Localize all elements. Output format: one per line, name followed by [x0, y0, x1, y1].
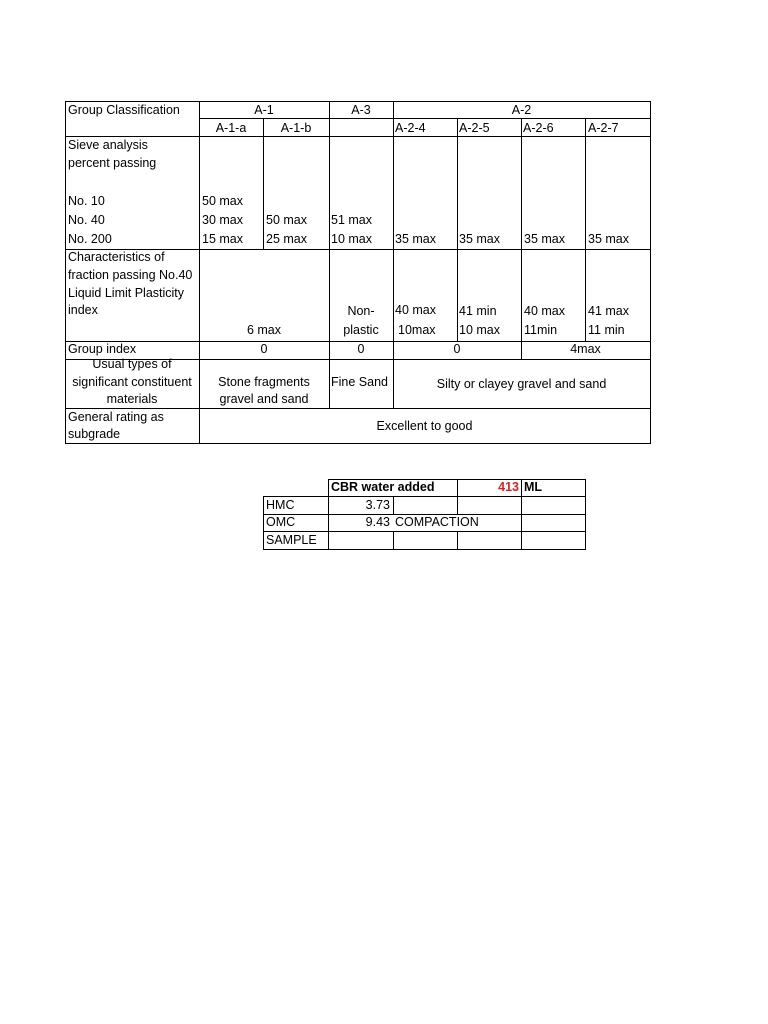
table-rule [585, 479, 586, 549]
table-rule [521, 479, 522, 549]
characteristics-label: Liquid Limit Plasticity [68, 286, 185, 300]
table-rule [65, 101, 651, 102]
table-rule [393, 496, 394, 514]
materials-label: materials [106, 392, 158, 406]
subgroup-a1a-heading: A-1-a [215, 121, 247, 135]
materials-label: Usual types of [92, 357, 172, 371]
sieve-value: 10 max [331, 232, 372, 246]
table-rule [263, 549, 586, 550]
subgroup-a24-heading: A-2-4 [395, 121, 426, 135]
materials-value: Fine Sand [331, 375, 388, 389]
subgroup-a26-heading: A-2-6 [523, 121, 554, 135]
table-rule [65, 408, 651, 409]
table-rule [457, 531, 458, 549]
characteristics-value: Non- [347, 304, 375, 318]
omc-label: OMC [266, 515, 296, 529]
cbr-title: CBR water added [331, 480, 435, 494]
rating-label: General rating as [68, 410, 164, 424]
sieve-no40-label: No. 40 [68, 213, 105, 227]
characteristics-label: index [68, 303, 98, 317]
table-rule [650, 101, 651, 444]
characteristics-label: Characteristics of [68, 250, 165, 264]
group-a1-heading: A-1 [254, 103, 274, 117]
table-rule [65, 136, 651, 137]
sieve-value: 35 max [588, 232, 629, 246]
compaction-label: COMPACTION [395, 515, 479, 529]
sieve-value: 50 max [266, 213, 307, 227]
sieve-value: 50 max [202, 194, 243, 208]
characteristics-value: 41 min [459, 304, 497, 318]
sample-label: SAMPLE [266, 533, 317, 547]
table-rule [263, 531, 586, 532]
sieve-analysis-label: percent passing [68, 156, 157, 170]
sieve-value: 15 max [202, 232, 243, 246]
sieve-value: 35 max [524, 232, 565, 246]
sieve-value: 30 max [202, 213, 243, 227]
table-rule [263, 496, 586, 497]
subgroup-a27-heading: A-2-7 [588, 121, 619, 135]
subgroup-a1b-heading: A-1-b [280, 121, 312, 135]
group-index-label: Group index [68, 342, 137, 356]
characteristics-label: fraction passing No.40 [68, 268, 193, 282]
characteristics-value: 10max [398, 323, 436, 337]
group-classification-heading: Group Classification [68, 103, 180, 117]
materials-value: Stone fragments [218, 375, 310, 389]
characteristics-value: 10 max [459, 323, 500, 337]
materials-value: gravel and sand [219, 392, 309, 406]
sieve-value: 35 max [395, 232, 436, 246]
sieve-value: 25 max [266, 232, 307, 246]
characteristics-value: 11 min [588, 323, 625, 337]
cbr-water-value: 413 [498, 480, 519, 494]
omc-value: 9.43 [365, 515, 390, 529]
table-rule [521, 118, 522, 359]
characteristics-value: 41 max [588, 304, 629, 318]
subgroup-a25-heading: A-2-5 [459, 121, 490, 135]
characteristics-value: 11min [524, 323, 558, 337]
table-rule [65, 443, 651, 444]
sieve-analysis-label: Sieve analysis [68, 138, 148, 152]
rating-value: Excellent to good [376, 419, 473, 433]
group-index-value: 4max [570, 342, 601, 356]
cbr-water-unit: ML [524, 480, 543, 494]
table-rule [585, 118, 586, 341]
table-rule [263, 496, 264, 549]
table-rule [328, 479, 329, 549]
sieve-no200-label: No. 200 [68, 232, 112, 246]
rating-label: subgrade [68, 427, 121, 441]
table-rule [329, 101, 330, 408]
table-rule [457, 118, 458, 341]
group-a3-heading: A-3 [351, 103, 371, 117]
materials-label: significant constituent [72, 375, 192, 389]
materials-value: Silty or clayey gravel and sand [436, 377, 607, 391]
characteristics-value: 40 max [395, 303, 436, 317]
group-index-value: 0 [453, 342, 461, 356]
characteristics-value: plastic [343, 323, 379, 337]
sieve-value: 51 max [331, 213, 372, 227]
characteristics-value: 40 max [524, 304, 565, 318]
sieve-value: 35 max [459, 232, 500, 246]
characteristics-value: 6 max [246, 323, 282, 337]
hmc-label: HMC [266, 498, 295, 512]
table-rule [393, 531, 394, 549]
table-rule [457, 479, 458, 514]
group-index-value: 0 [357, 342, 365, 356]
hmc-value: 3.73 [365, 498, 390, 512]
group-a2-heading: A-2 [511, 103, 532, 117]
table-rule [263, 118, 264, 249]
table-rule [199, 118, 651, 119]
table-rule [393, 101, 394, 408]
sieve-no10-label: No. 10 [68, 194, 105, 208]
group-index-value: 0 [260, 342, 268, 356]
